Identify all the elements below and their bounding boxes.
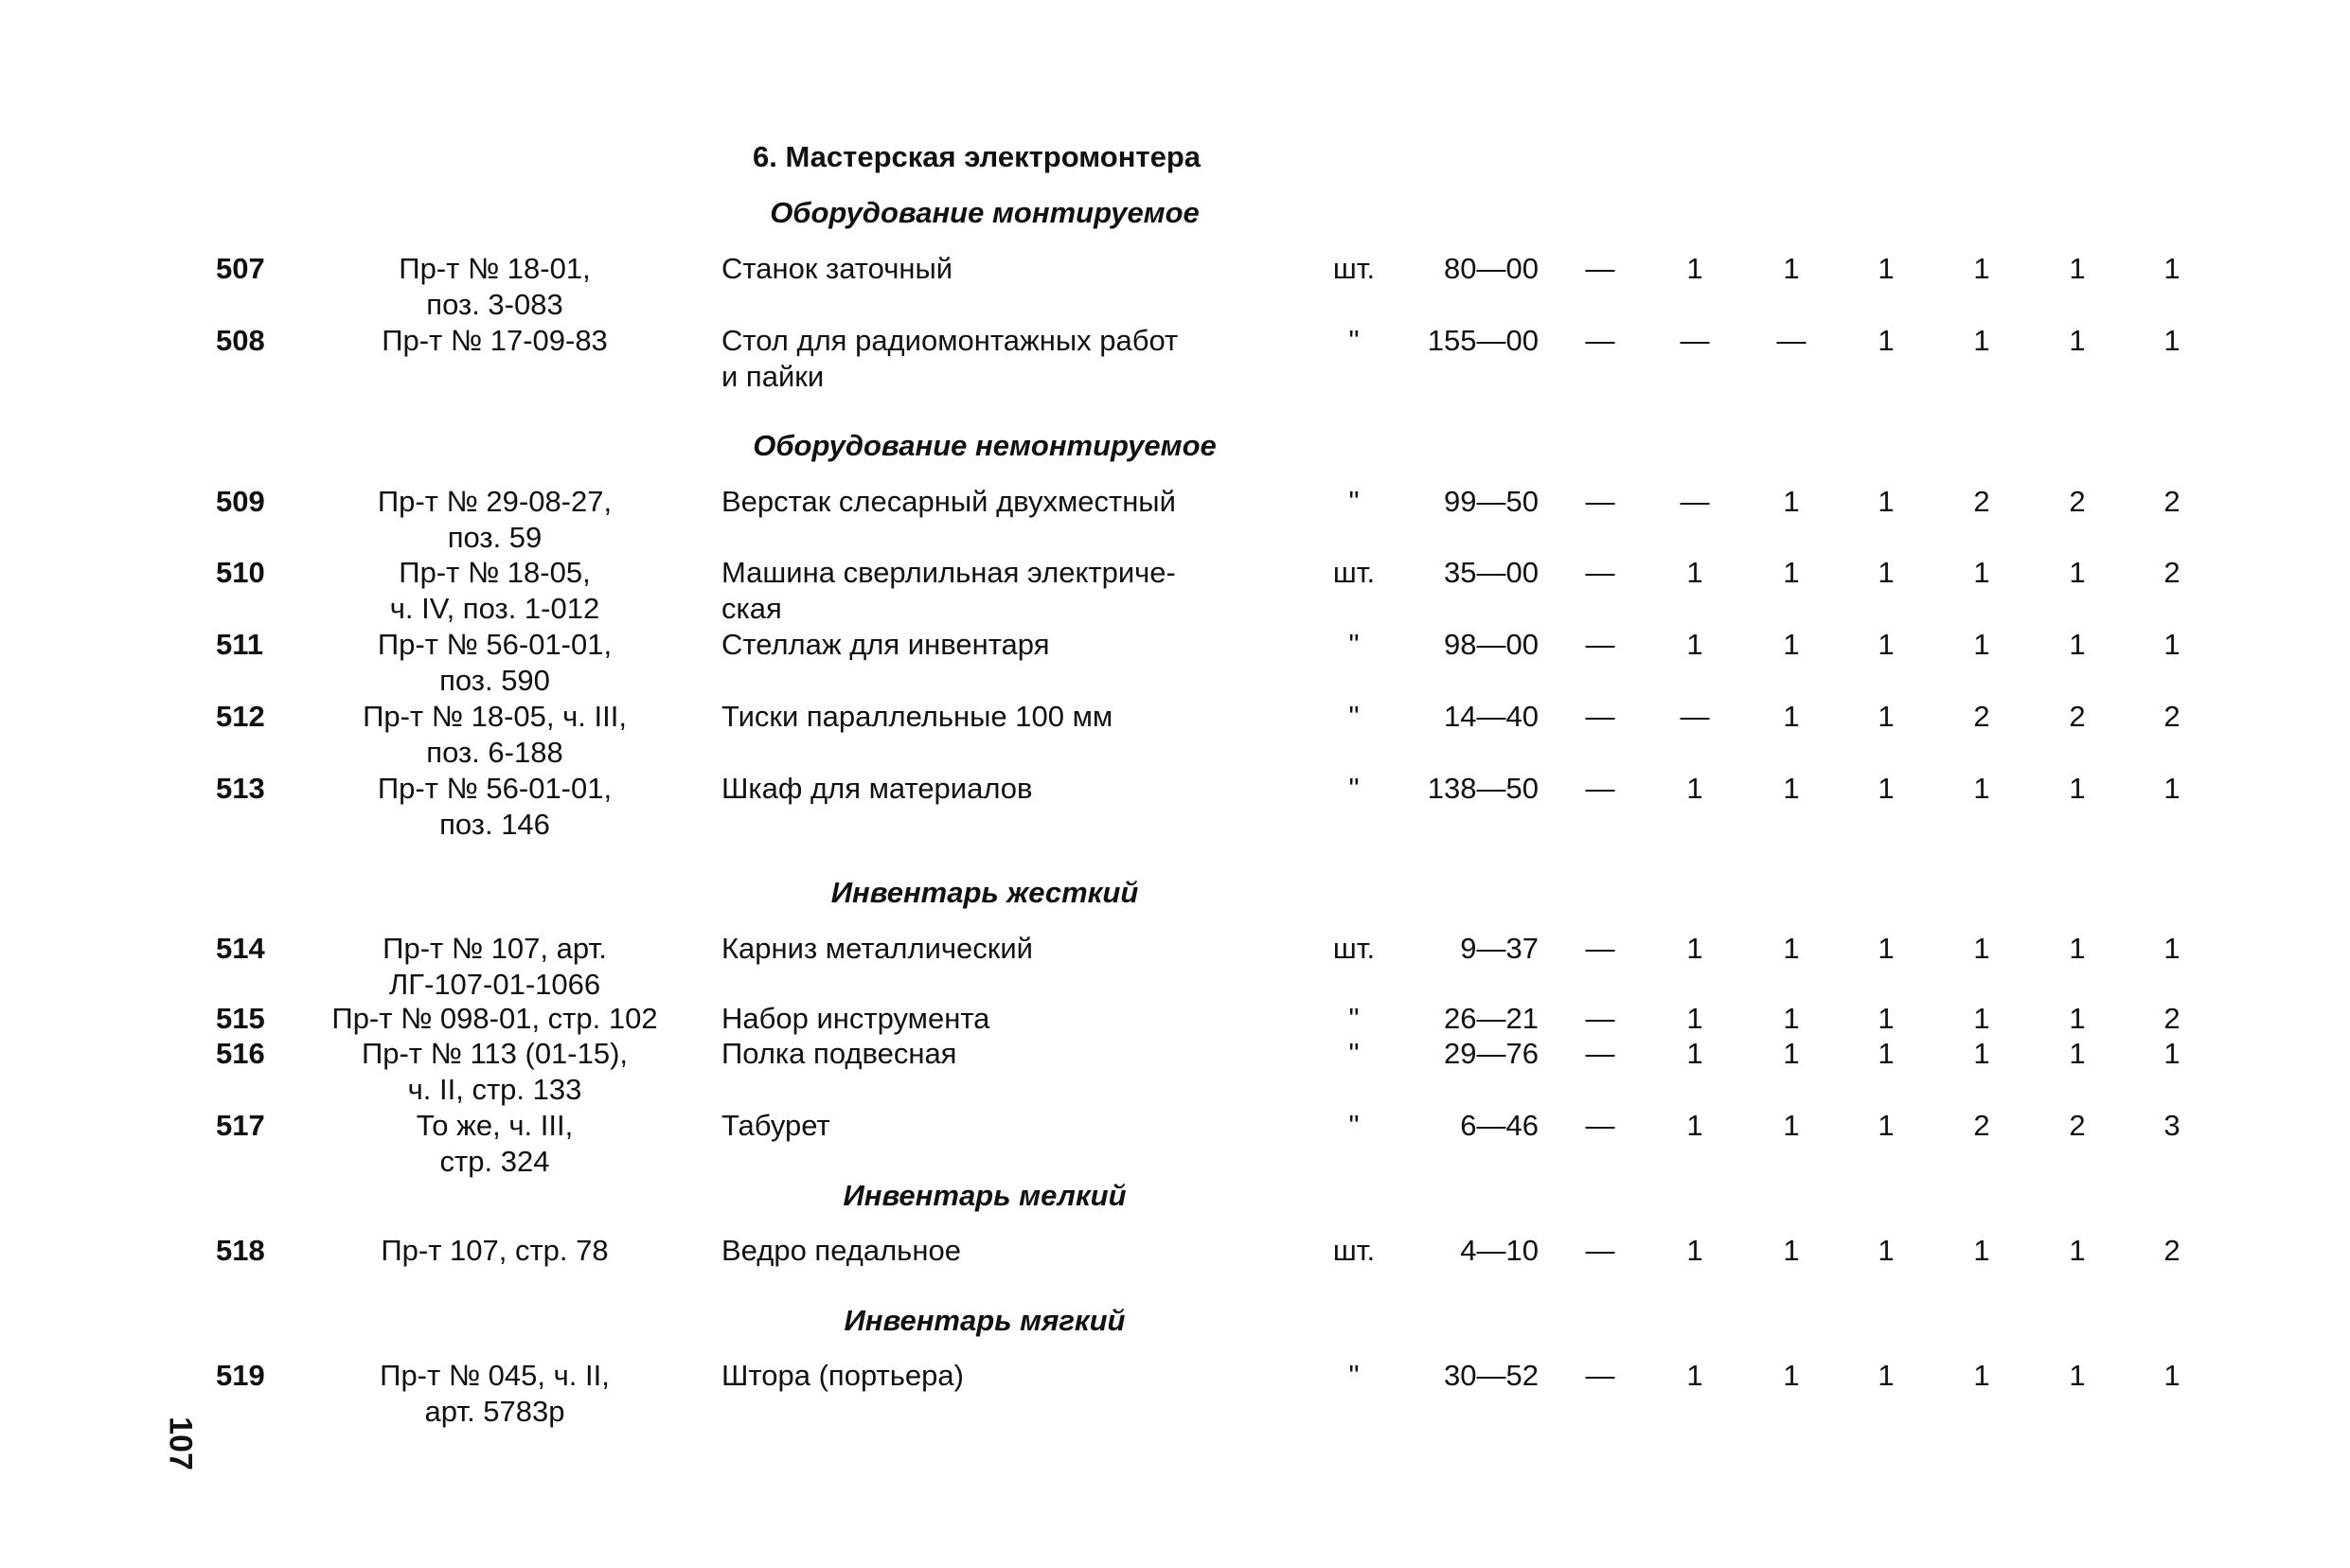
table-row bbox=[0, 1233, 2350, 1309]
item-reference: Пр-т № 18-05, ч. III, поз. 6-188 bbox=[363, 700, 627, 769]
item-qty: 1 bbox=[2163, 252, 2181, 285]
item-qty: 1 bbox=[2163, 932, 2181, 965]
item-reference: Пр-т 107, стр. 78 bbox=[381, 1234, 609, 1267]
table-row bbox=[0, 251, 2350, 327]
item-qty: 1 bbox=[1878, 485, 1895, 518]
item-name: Стол для радиомонтажных работ и пайки bbox=[721, 324, 1179, 393]
item-qty: 1 bbox=[1783, 556, 1800, 589]
item-unit: " bbox=[1348, 1359, 1360, 1392]
table-row bbox=[0, 1358, 2350, 1434]
item-qty: — bbox=[1585, 1002, 1615, 1035]
item-qty: 2 bbox=[2163, 700, 2181, 733]
page-number: 107 bbox=[162, 1417, 199, 1470]
item-reference: Пр-т № 18-05, ч. IV, поз. 1-012 bbox=[389, 556, 600, 625]
item-qty: — bbox=[1585, 1109, 1615, 1142]
item-qty: — bbox=[1585, 1234, 1615, 1267]
item-qty: 2 bbox=[2163, 1002, 2181, 1035]
table-row bbox=[0, 484, 2350, 560]
table-row bbox=[0, 1036, 2350, 1112]
item-qty: 1 bbox=[1686, 1234, 1703, 1267]
item-qty: — bbox=[1585, 700, 1615, 733]
item-qty: 1 bbox=[1973, 252, 1990, 285]
item-qty: — bbox=[1585, 1037, 1615, 1070]
item-unit: " bbox=[1348, 485, 1360, 518]
item-qty: 1 bbox=[1973, 1037, 1990, 1070]
item-reference: Пр-т № 17-09-83 bbox=[382, 324, 608, 357]
section-heading: Инвентарь мелкий bbox=[843, 1179, 1127, 1212]
item-qty: 1 bbox=[2163, 324, 2181, 357]
item-price: 35—00 bbox=[1444, 556, 1539, 589]
document-title: 6. Мастерская электромонтера bbox=[753, 140, 1202, 173]
item-qty: 1 bbox=[1686, 772, 1703, 805]
item-number: 517 bbox=[216, 1109, 265, 1142]
item-qty: 1 bbox=[1686, 932, 1703, 965]
item-number: 508 bbox=[216, 324, 265, 357]
item-qty: — bbox=[1585, 556, 1615, 589]
item-number: 518 bbox=[216, 1234, 265, 1267]
item-qty: 1 bbox=[1878, 252, 1895, 285]
item-qty: 2 bbox=[2163, 1234, 2181, 1267]
item-reference: Пр-т № 045, ч. II, арт. 5783р bbox=[380, 1359, 610, 1428]
item-qty: 1 bbox=[1783, 1359, 1800, 1392]
item-qty: 1 bbox=[2069, 1002, 2086, 1035]
table-row bbox=[0, 627, 2350, 703]
item-qty: 1 bbox=[2163, 1359, 2181, 1392]
item-name: Верстак слесарный двухместный bbox=[721, 485, 1176, 518]
item-qty: 1 bbox=[1686, 1002, 1703, 1035]
item-qty: 1 bbox=[1878, 932, 1895, 965]
item-qty: 3 bbox=[2163, 1109, 2181, 1142]
item-qty: — bbox=[1585, 324, 1615, 357]
item-qty: 1 bbox=[2069, 324, 2086, 357]
item-qty: 1 bbox=[2163, 628, 2181, 661]
item-qty: — bbox=[1585, 485, 1615, 518]
item-qty: 1 bbox=[1878, 556, 1895, 589]
item-reference: То же, ч. III, стр. 324 bbox=[416, 1109, 574, 1178]
item-unit: шт. bbox=[1332, 252, 1376, 285]
item-unit: " bbox=[1348, 628, 1360, 661]
item-name: Полка подвесная bbox=[721, 1037, 957, 1070]
item-qty: 1 bbox=[1783, 628, 1800, 661]
item-reference: Пр-т № 56-01-01, поз. 590 bbox=[377, 628, 613, 697]
item-price: 30—52 bbox=[1444, 1359, 1539, 1392]
item-qty: 1 bbox=[1878, 324, 1895, 357]
item-number: 509 bbox=[216, 485, 265, 518]
item-qty: 1 bbox=[1783, 1037, 1800, 1070]
table-row bbox=[0, 931, 2350, 1007]
item-reference: Пр-т № 113 (01-15), ч. II, стр. 133 bbox=[361, 1037, 629, 1106]
item-qty: 1 bbox=[2069, 556, 2086, 589]
item-name: Машина сверлильная электриче- ская bbox=[721, 556, 1176, 625]
item-qty: 1 bbox=[1783, 700, 1800, 733]
item-qty: 1 bbox=[1973, 556, 1990, 589]
item-qty: 2 bbox=[2069, 485, 2086, 518]
item-reference: Пр-т № 098-01, стр. 102 bbox=[331, 1002, 658, 1035]
item-qty: 1 bbox=[1783, 1002, 1800, 1035]
item-qty: 1 bbox=[1878, 772, 1895, 805]
item-qty: 1 bbox=[2163, 1037, 2181, 1070]
item-qty: — bbox=[1585, 628, 1615, 661]
item-price: 99—50 bbox=[1444, 485, 1539, 518]
item-qty: 1 bbox=[1878, 1037, 1895, 1070]
item-unit: шт. bbox=[1332, 932, 1376, 965]
item-name: Станок заточный bbox=[721, 252, 953, 285]
item-number: 519 bbox=[216, 1359, 265, 1392]
item-qty: 1 bbox=[1973, 324, 1990, 357]
item-name: Табурет bbox=[721, 1109, 830, 1142]
item-reference: Пр-т № 107, арт. ЛГ-107-01-1066 bbox=[383, 932, 607, 1001]
item-qty: 1 bbox=[1783, 1234, 1800, 1267]
item-qty: 1 bbox=[1973, 628, 1990, 661]
section-heading: Инвентарь мягкий bbox=[844, 1304, 1126, 1337]
item-qty: 1 bbox=[1878, 1359, 1895, 1392]
item-name: Стеллаж для инвентаря bbox=[721, 628, 1050, 661]
item-unit: шт. bbox=[1332, 1234, 1376, 1267]
item-qty: 1 bbox=[1686, 1359, 1703, 1392]
item-number: 516 bbox=[216, 1037, 265, 1070]
item-qty: 2 bbox=[2069, 1109, 2086, 1142]
item-unit: шт. bbox=[1332, 556, 1376, 589]
item-number: 514 bbox=[216, 932, 265, 965]
item-qty: 1 bbox=[1686, 628, 1703, 661]
item-unit: " bbox=[1348, 1109, 1360, 1142]
item-reference: Пр-т № 29-08-27, поз. 59 bbox=[377, 485, 613, 554]
item-qty: 1 bbox=[1686, 556, 1703, 589]
table-row bbox=[0, 771, 2350, 846]
item-qty: — bbox=[1680, 700, 1710, 733]
item-unit: " bbox=[1348, 700, 1360, 733]
item-qty: 2 bbox=[2069, 700, 2086, 733]
item-qty: 1 bbox=[1783, 485, 1800, 518]
item-qty: 1 bbox=[2069, 1037, 2086, 1070]
item-qty: 1 bbox=[1686, 252, 1703, 285]
item-qty: 1 bbox=[1878, 1109, 1895, 1142]
item-name: Карниз металлический bbox=[721, 932, 1033, 965]
item-reference: Пр-т № 18-01, поз. 3-083 bbox=[399, 252, 591, 321]
item-qty: 1 bbox=[1878, 1234, 1895, 1267]
item-price: 4—10 bbox=[1460, 1234, 1539, 1267]
item-qty: — bbox=[1585, 252, 1615, 285]
item-qty: 1 bbox=[1973, 1359, 1990, 1392]
item-price: 29—76 bbox=[1444, 1037, 1539, 1070]
item-qty: — bbox=[1585, 932, 1615, 965]
item-number: 511 bbox=[216, 628, 264, 661]
item-price: 26—21 bbox=[1444, 1002, 1539, 1035]
item-qty: — bbox=[1680, 324, 1710, 357]
item-unit: " bbox=[1348, 324, 1360, 357]
item-number: 510 bbox=[216, 556, 265, 589]
item-qty: 1 bbox=[1686, 1109, 1703, 1142]
item-qty: 1 bbox=[1973, 772, 1990, 805]
item-number: 515 bbox=[216, 1002, 265, 1035]
item-price: 155—00 bbox=[1427, 324, 1539, 357]
item-qty: 2 bbox=[1973, 700, 1990, 733]
table-row bbox=[0, 555, 2350, 631]
section-heading: Оборудование немонтируемое bbox=[753, 429, 1217, 462]
item-number: 513 bbox=[216, 772, 265, 805]
item-qty: 1 bbox=[2069, 932, 2086, 965]
item-qty: 1 bbox=[1973, 932, 1990, 965]
section-heading: Оборудование монтируемое bbox=[770, 196, 1200, 229]
item-qty: 1 bbox=[1783, 932, 1800, 965]
item-qty: 1 bbox=[2069, 628, 2086, 661]
item-price: 6—46 bbox=[1460, 1109, 1539, 1142]
item-reference: Пр-т № 56-01-01, поз. 146 bbox=[377, 772, 613, 841]
item-qty: 1 bbox=[1878, 628, 1895, 661]
item-number: 512 bbox=[216, 700, 265, 733]
item-number: 507 bbox=[216, 252, 265, 285]
item-unit: " bbox=[1348, 772, 1360, 805]
item-price: 9—37 bbox=[1460, 932, 1539, 965]
item-qty: 2 bbox=[1973, 485, 1990, 518]
item-name: Набор инструмента bbox=[721, 1002, 990, 1035]
item-qty: 1 bbox=[1783, 252, 1800, 285]
item-name: Шкаф для материалов bbox=[721, 772, 1033, 805]
item-name: Тиски параллельные 100 мм bbox=[721, 700, 1113, 733]
table-row bbox=[0, 323, 2350, 399]
item-qty: 1 bbox=[1973, 1002, 1990, 1035]
item-qty: 1 bbox=[1783, 1109, 1800, 1142]
item-price: 138—50 bbox=[1427, 772, 1539, 805]
item-name: Ведро педальное bbox=[721, 1234, 961, 1267]
item-unit: " bbox=[1348, 1002, 1360, 1035]
item-qty: 2 bbox=[2163, 485, 2181, 518]
item-unit: " bbox=[1348, 1037, 1360, 1070]
item-qty: 1 bbox=[1783, 772, 1800, 805]
item-qty: — bbox=[1585, 772, 1615, 805]
item-qty: 1 bbox=[1878, 1002, 1895, 1035]
item-price: 14—40 bbox=[1444, 700, 1539, 733]
item-name: Штора (портьера) bbox=[721, 1359, 964, 1392]
item-qty: 2 bbox=[2163, 556, 2181, 589]
item-qty: — bbox=[1585, 1359, 1615, 1392]
item-qty: 1 bbox=[2069, 1359, 2086, 1392]
item-price: 98—00 bbox=[1444, 628, 1539, 661]
item-qty: 1 bbox=[1878, 700, 1895, 733]
item-qty: 1 bbox=[2069, 252, 2086, 285]
item-qty: 1 bbox=[2069, 1234, 2086, 1267]
section-heading: Инвентарь жесткий bbox=[830, 876, 1139, 909]
item-qty: 1 bbox=[2069, 772, 2086, 805]
item-qty: — bbox=[1776, 324, 1807, 357]
item-qty: — bbox=[1680, 485, 1710, 518]
item-qty: 1 bbox=[1973, 1234, 1990, 1267]
table-row bbox=[0, 699, 2350, 775]
item-qty: 1 bbox=[1686, 1037, 1703, 1070]
item-price: 80—00 bbox=[1444, 252, 1539, 285]
item-qty: 2 bbox=[1973, 1109, 1990, 1142]
item-qty: 1 bbox=[2163, 772, 2181, 805]
table-row bbox=[0, 1108, 2350, 1184]
